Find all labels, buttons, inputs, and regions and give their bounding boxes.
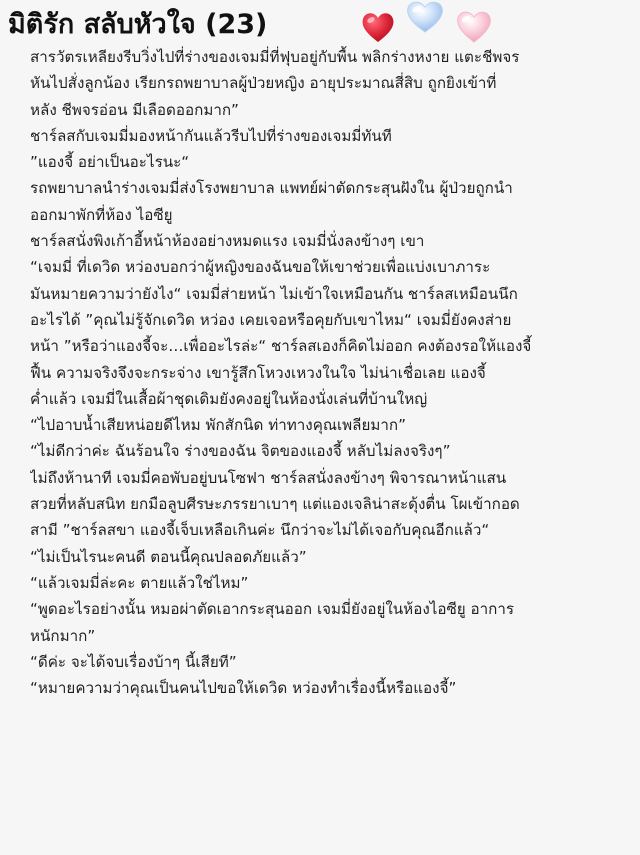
story-body: [30, 44, 630, 701]
pink-heart-icon: [455, 10, 493, 44]
story-line: “เจมมี่ ที่เดวิด หว่องบอกว่าผู้หญิงของฉันขอให้เขาช่วยเพื่อแบ่งเบาภาระ: [30, 258, 491, 277]
story-line: ออกมาพักที่ห้อง ไอซียู: [30, 205, 173, 224]
story-line: อะไรได้ ”คุณไม่รู้จักเดวิด หว่อง เคยเจอหรือคุยกับเขาไหม“ เจมมี่ยังคงส่าย: [30, 310, 512, 329]
story-line: ฟื้น ความจริงจึงจะกระจ่าง เขารู้สึกโหวงเหวงในใจ ไม่น่าเชื่อเลย แองจี้: [30, 363, 486, 382]
story-title: มิติรัก สลับหัวใจ (23): [8, 9, 268, 40]
story-line: หนักมาก”: [30, 626, 96, 645]
story-line: หันไปสั่งลูกน้อง เรียกรถพยาบาลผู้ป่วยหญิง อายุประมาณสี่สิบ ถูกยิงเข้าที่: [30, 74, 497, 93]
story-line: รถพยาบาลนำร่างเจมมี่ส่งโรงพยาบาล แพทย์ผ่าตัดกระสุนฝังใน ผู้ป่วยถูกนำ: [30, 179, 513, 198]
story-line: “หมายความว่าคุณเป็นคนไปขอให้เดวิด หว่องทำเรื่องนี้หรือแองจี้”: [30, 679, 457, 698]
story-line: สารวัตรเหลียงรีบวิ่งไปที่ร่างของเจมมี่ที่ฟุบอยู่กับพื้น พลิกร่างหงาย แตะชีพจร: [30, 48, 520, 66]
story-line: ชาร์ลสกับเจมมี่มองหน้ากันแล้วรีบไปที่ร่างของเจมมี่ทันที: [30, 126, 392, 145]
heart-decorations: [0, 0, 640, 50]
story-line: หลัง ชีพจรอ่อน มีเลือดออกมาก”: [30, 100, 239, 119]
red-heart-icon: [360, 10, 396, 44]
story-line: ชาร์ลสนั่งพิงเก้าอี้หน้าห้องอย่างหมดแรง เจมมี่นั่งลงข้างๆ เขา: [30, 232, 425, 251]
story-line: ไม่ถึงห้านาที เจมมี่คอพับอยู่บนโซฟา ชาร์ลสนั่งลงข้างๆ พิจารณาหน้าแสน: [30, 468, 507, 487]
story-line: “ไม่ดีกว่าค่ะ ฉันร้อนใจ ร่างของฉัน จิตของแองจี้ หลับไม่ลงจริงๆ”: [30, 442, 451, 461]
story-line: ค่ำแล้ว เจมมี่ในเสื้อผ้าชุดเดิมยังคงอยู่ในห้องนั่งเล่นที่บ้านใหญ่: [30, 389, 428, 408]
story-line: ”แองจี้ อย่าเป็นอะไรนะ“: [30, 153, 190, 172]
story-line: สวยที่หลับสนิท ยกมือลูบศีรษะภรรยาเบาๆ แต่แองเจลิน่าสะดุ้งตื่น โผเข้ากอด: [30, 495, 520, 514]
story-line: “แล้วเจมมี่ล่ะคะ ตายแล้วใช่ไหม”: [30, 573, 249, 592]
story-line: “ไปอาบน้ำเสียหน่อยดีไหม พักสักนิด ท่าทางคุณเพลียมาก”: [30, 416, 406, 435]
story-line: หน้า ”หรือว่าแองจี้จะ…เพื่ออะไรล่ะ“ ชาร์ลสเองก็คิดไม่ออก คงต้องรอให้แองจี้: [30, 337, 532, 356]
story-line: “พูดอะไรอย่างนั้น หมอผ่าตัดเอากระสุนออก เจมมี่ยังอยู่ในห้องไอซียู อาการ: [30, 600, 515, 619]
story-line: “ดีค่ะ จะได้จบเรื่องบ้าๆ นี้เสียที”: [30, 652, 237, 671]
blue-heart-icon: [405, 0, 445, 34]
story-line: มันหมายความว่ายังไง“ เจมมี่ส่ายหน้า ไม่เข้าใจเหมือนกัน ชาร์ลสเหมือนนึก: [30, 284, 518, 303]
story-line: “ไม่เป็นไรนะคนดี ตอนนี้คุณปลอดภัยแล้ว”: [30, 547, 307, 566]
story-line: สามี ”ชาร์ลสขา แองจี้เจ็บเหลือเกินค่ะ นึกว่าจะไม่ได้เจอกับคุณอีกแล้ว“: [30, 521, 490, 540]
